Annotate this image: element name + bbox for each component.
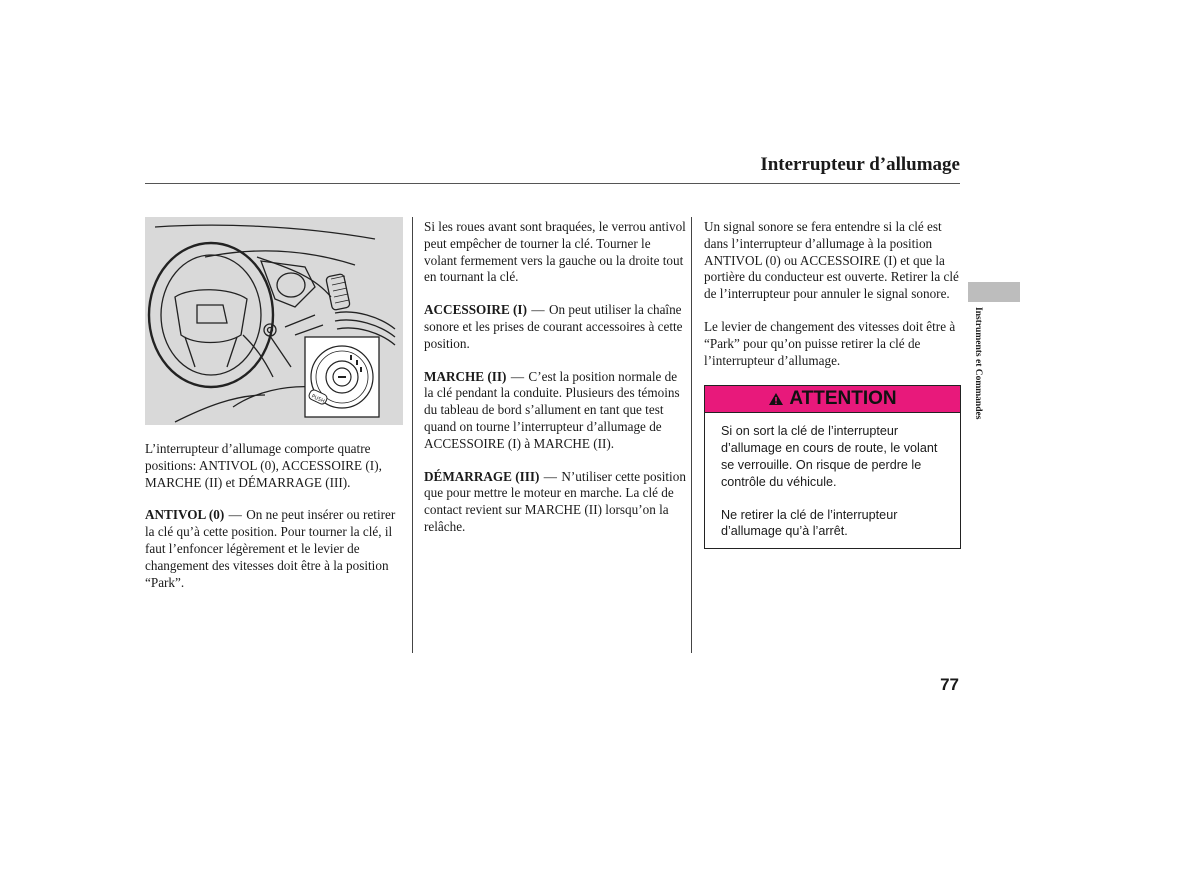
accessoire-paragraph [424,302,686,352]
key-reminder-paragraph: Un signal sonore se fera entendre si la clé est dans l’interrupteur d’allumage à la position ANTIVOL (0) ou ACCESSOIRE (I) et que la portière du conducteur est ouverte. Retirer la clé de l’interrupteur pour annuler le signal sonore. [704,219,959,302]
section-label: Instruments et Commandes [973,307,983,420]
attention-label: ATTENTION [789,387,897,409]
em-dash: — [228,507,242,523]
column-divider-1 [412,217,413,653]
em-dash: — [531,302,545,318]
column-1 [145,217,403,607]
antivol-paragraph [145,507,403,591]
page-number: 77 [940,675,959,694]
column-divider-2 [691,217,692,653]
em-dash: — [543,468,557,484]
steering-lock-paragraph: Si les roues avant sont braquées, le verrou antivol peut empêcher de tourner la clé. Tourner le volant fermement vers la gauche ou la droite tout en tournant la clé. [424,219,686,285]
attention-header [705,386,960,413]
title-divider [145,183,960,184]
page-title: Interrupteur d’allumage [760,154,960,175]
attention-body [705,413,960,548]
attention-paragraph-2: Ne retirer la clé de l’interrupteur d’allumage qu’à l’arrêt. [721,507,898,539]
marche-heading: MARCHE (II) [424,368,507,384]
antivol-text: On ne peut insérer ou retirer la clé qu’à cette position. Pour tourner la clé, il faut l’enfoncer légèrement et le levier de changement des vitesses doit être à la position “Park”. [145,507,396,590]
intro-paragraph: L’interrupteur d’allumage comporte quatre positions: ANTIVOL (0), ACCESSOIRE (I), MARCHE (II) et DÉMARRAGE (III). [145,441,382,490]
marche-paragraph [424,369,686,453]
dashboard-steering-wheel-drawing [145,217,403,425]
column-2 [424,219,686,552]
demarrage-paragraph [424,469,686,536]
attention-box [704,385,961,549]
demarrage-heading: DÉMARRAGE (III) [424,468,540,484]
demarrage-text: N’utiliser cette position que pour mettre le moteur en marche. La clé de contact revient sur MARCHE (II) lorsqu’on la relâche. [424,468,686,534]
park-paragraph: Le levier de changement des vitesses doit être à “Park” pour qu’on puisse retirer la clé de l’interrupteur d’allumage. [704,318,956,368]
marche-text: C’est la position normale de la clé pendant la conduite. Plusieurs des témoins du tableau de bord s’allument en tant que test quand on tourne l’interrupteur d’allumage de ACCESSOIRE (I) à MARCHE (II). [424,368,680,451]
accessoire-heading: ACCESSOIRE (I) [424,302,527,318]
warning-triangle-icon [768,392,784,406]
push-label: PUSH [310,393,326,405]
ignition-switch-illustration [145,217,403,425]
antivol-heading: ANTIVOL (0) [145,507,225,523]
accessoire-text: On peut utiliser la chaîne sonore et les prises de courant accessoires à cette position. [424,302,683,351]
attention-paragraph-1: Si on sort la clé de l’interrupteur d’allumage en cours de route, le volant se verrouille. On risque de perdre le contrôle du véhicule. [721,424,938,489]
em-dash: — [510,368,525,384]
section-tab [968,282,1020,302]
column-3 [704,219,962,549]
